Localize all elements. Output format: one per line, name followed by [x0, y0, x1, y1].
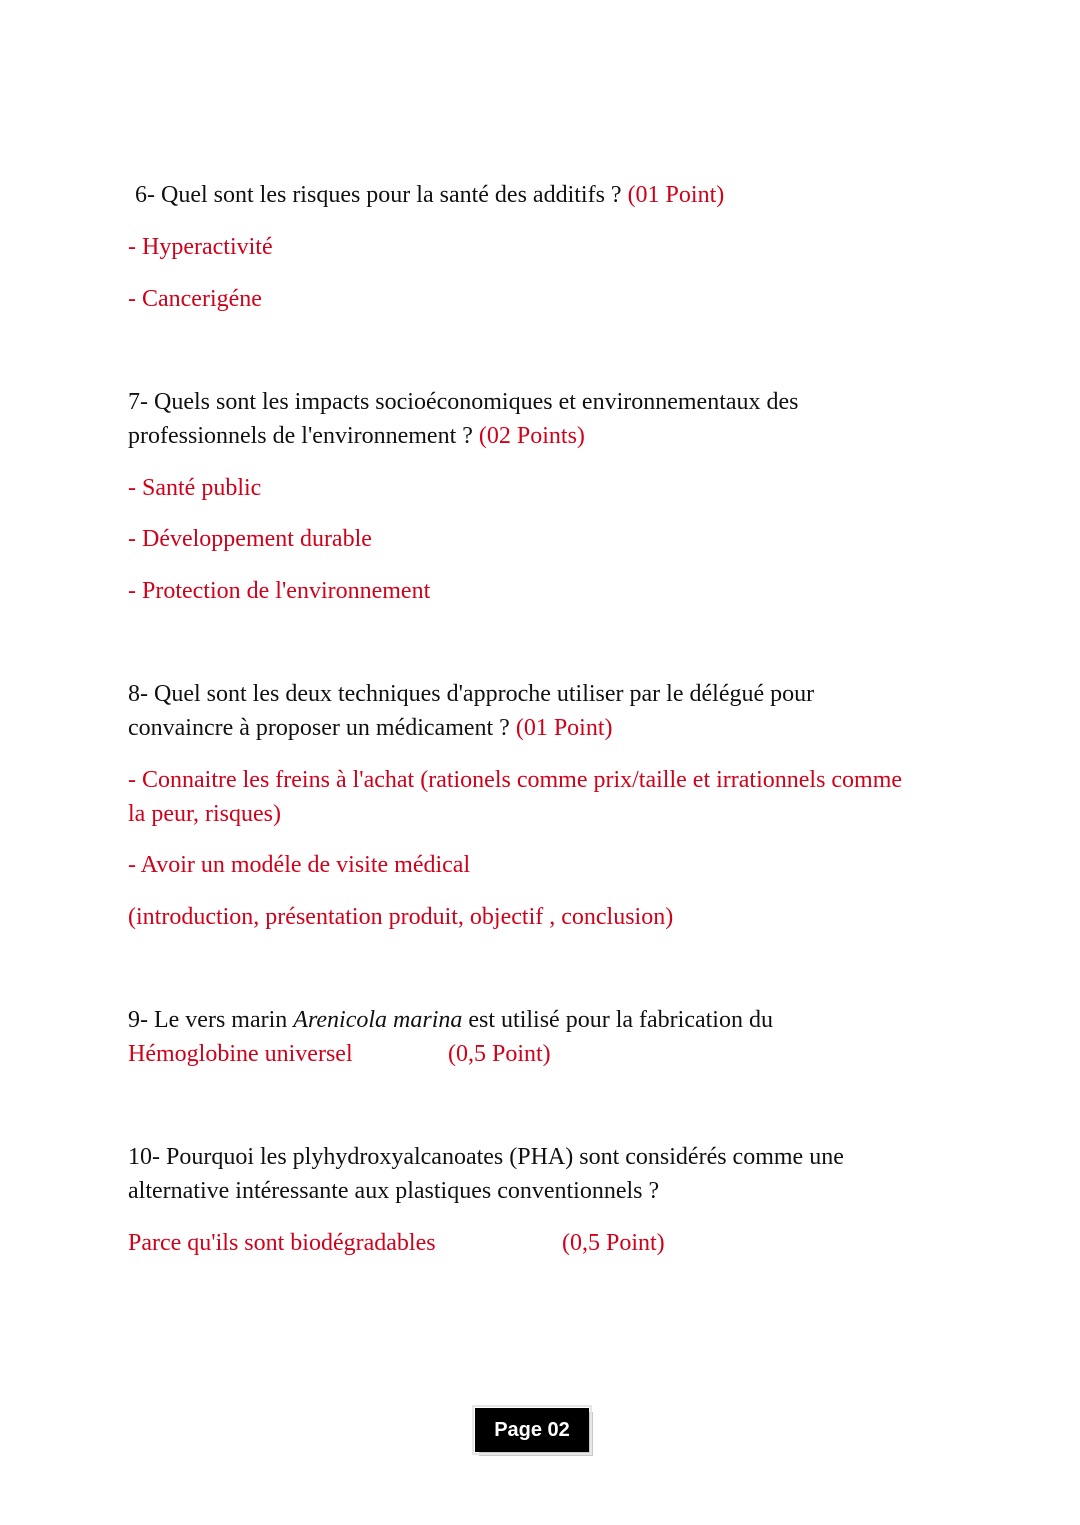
question-8-line-1: 8- Quel sont les deux techniques d'approche utiliser par le délégué pour [128, 681, 815, 707]
page-number-badge: Page 02 [475, 1408, 589, 1452]
answer-7-1: - Santé public [128, 475, 262, 501]
question-8-points: (01 Point) [515, 715, 613, 741]
answer-8-1-line-1: - Connaitre les freins à l'achat (rationels comme prix/taille et irrationnels comme [128, 767, 903, 793]
question-10-line-2: alternative intéressante aux plastiques conventionnels ? [128, 1178, 660, 1204]
question-7-points: (02 Points) [478, 423, 585, 449]
answer-6-1: - Hyperactivité [128, 234, 273, 260]
question-9-text-start: 9- Le vers marin [128, 1007, 294, 1033]
question-6-points: (01 Point) [627, 182, 725, 208]
question-7-text-end: professionnels de l'environnement ? [128, 423, 473, 449]
answer-9-row [128, 1037, 828, 1071]
question-9-text-end: est utilisé pour la fabrication du [462, 1007, 773, 1033]
answer-7-3: - Protection de l'environnement [128, 578, 431, 604]
question-7-line-1: 7- Quels sont les impacts socioéconomiques et environnementaux des [128, 389, 799, 415]
question-9-species-name: Arenicola marina [293, 1007, 463, 1033]
answer-8-1-line-2: la peur, risques) [128, 801, 281, 827]
question-8-line-2 [128, 711, 613, 745]
question-6-text: 6- Quel sont les risques pour la santé des additifs ? [135, 182, 622, 208]
question-8-text-end: convaincre à proposer un médicament ? [128, 715, 510, 741]
answer-6-2: - Cancerigéne [128, 286, 262, 312]
answer-8-3: (introduction, présentation produit, objectif , conclusion) [128, 904, 674, 930]
answer-10: Parce qu'ils sont biodégradables [128, 1230, 436, 1256]
question-7-line-2 [128, 419, 585, 453]
question-6 [135, 178, 724, 212]
answer-10-points: (0,5 Point) [562, 1230, 665, 1256]
answer-9: Hémoglobine universel [128, 1041, 353, 1067]
answer-7-2: - Développement durable [128, 526, 372, 552]
question-9 [128, 1003, 773, 1037]
answer-8-2: - Avoir un modéle de visite médical [128, 852, 471, 878]
answer-9-points: (0,5 Point) [448, 1041, 551, 1067]
answer-10-row [128, 1226, 828, 1260]
question-10-line-1: 10- Pourquoi les plyhydroxyalcanoates (PHA) sont considérés comme une [128, 1144, 844, 1170]
